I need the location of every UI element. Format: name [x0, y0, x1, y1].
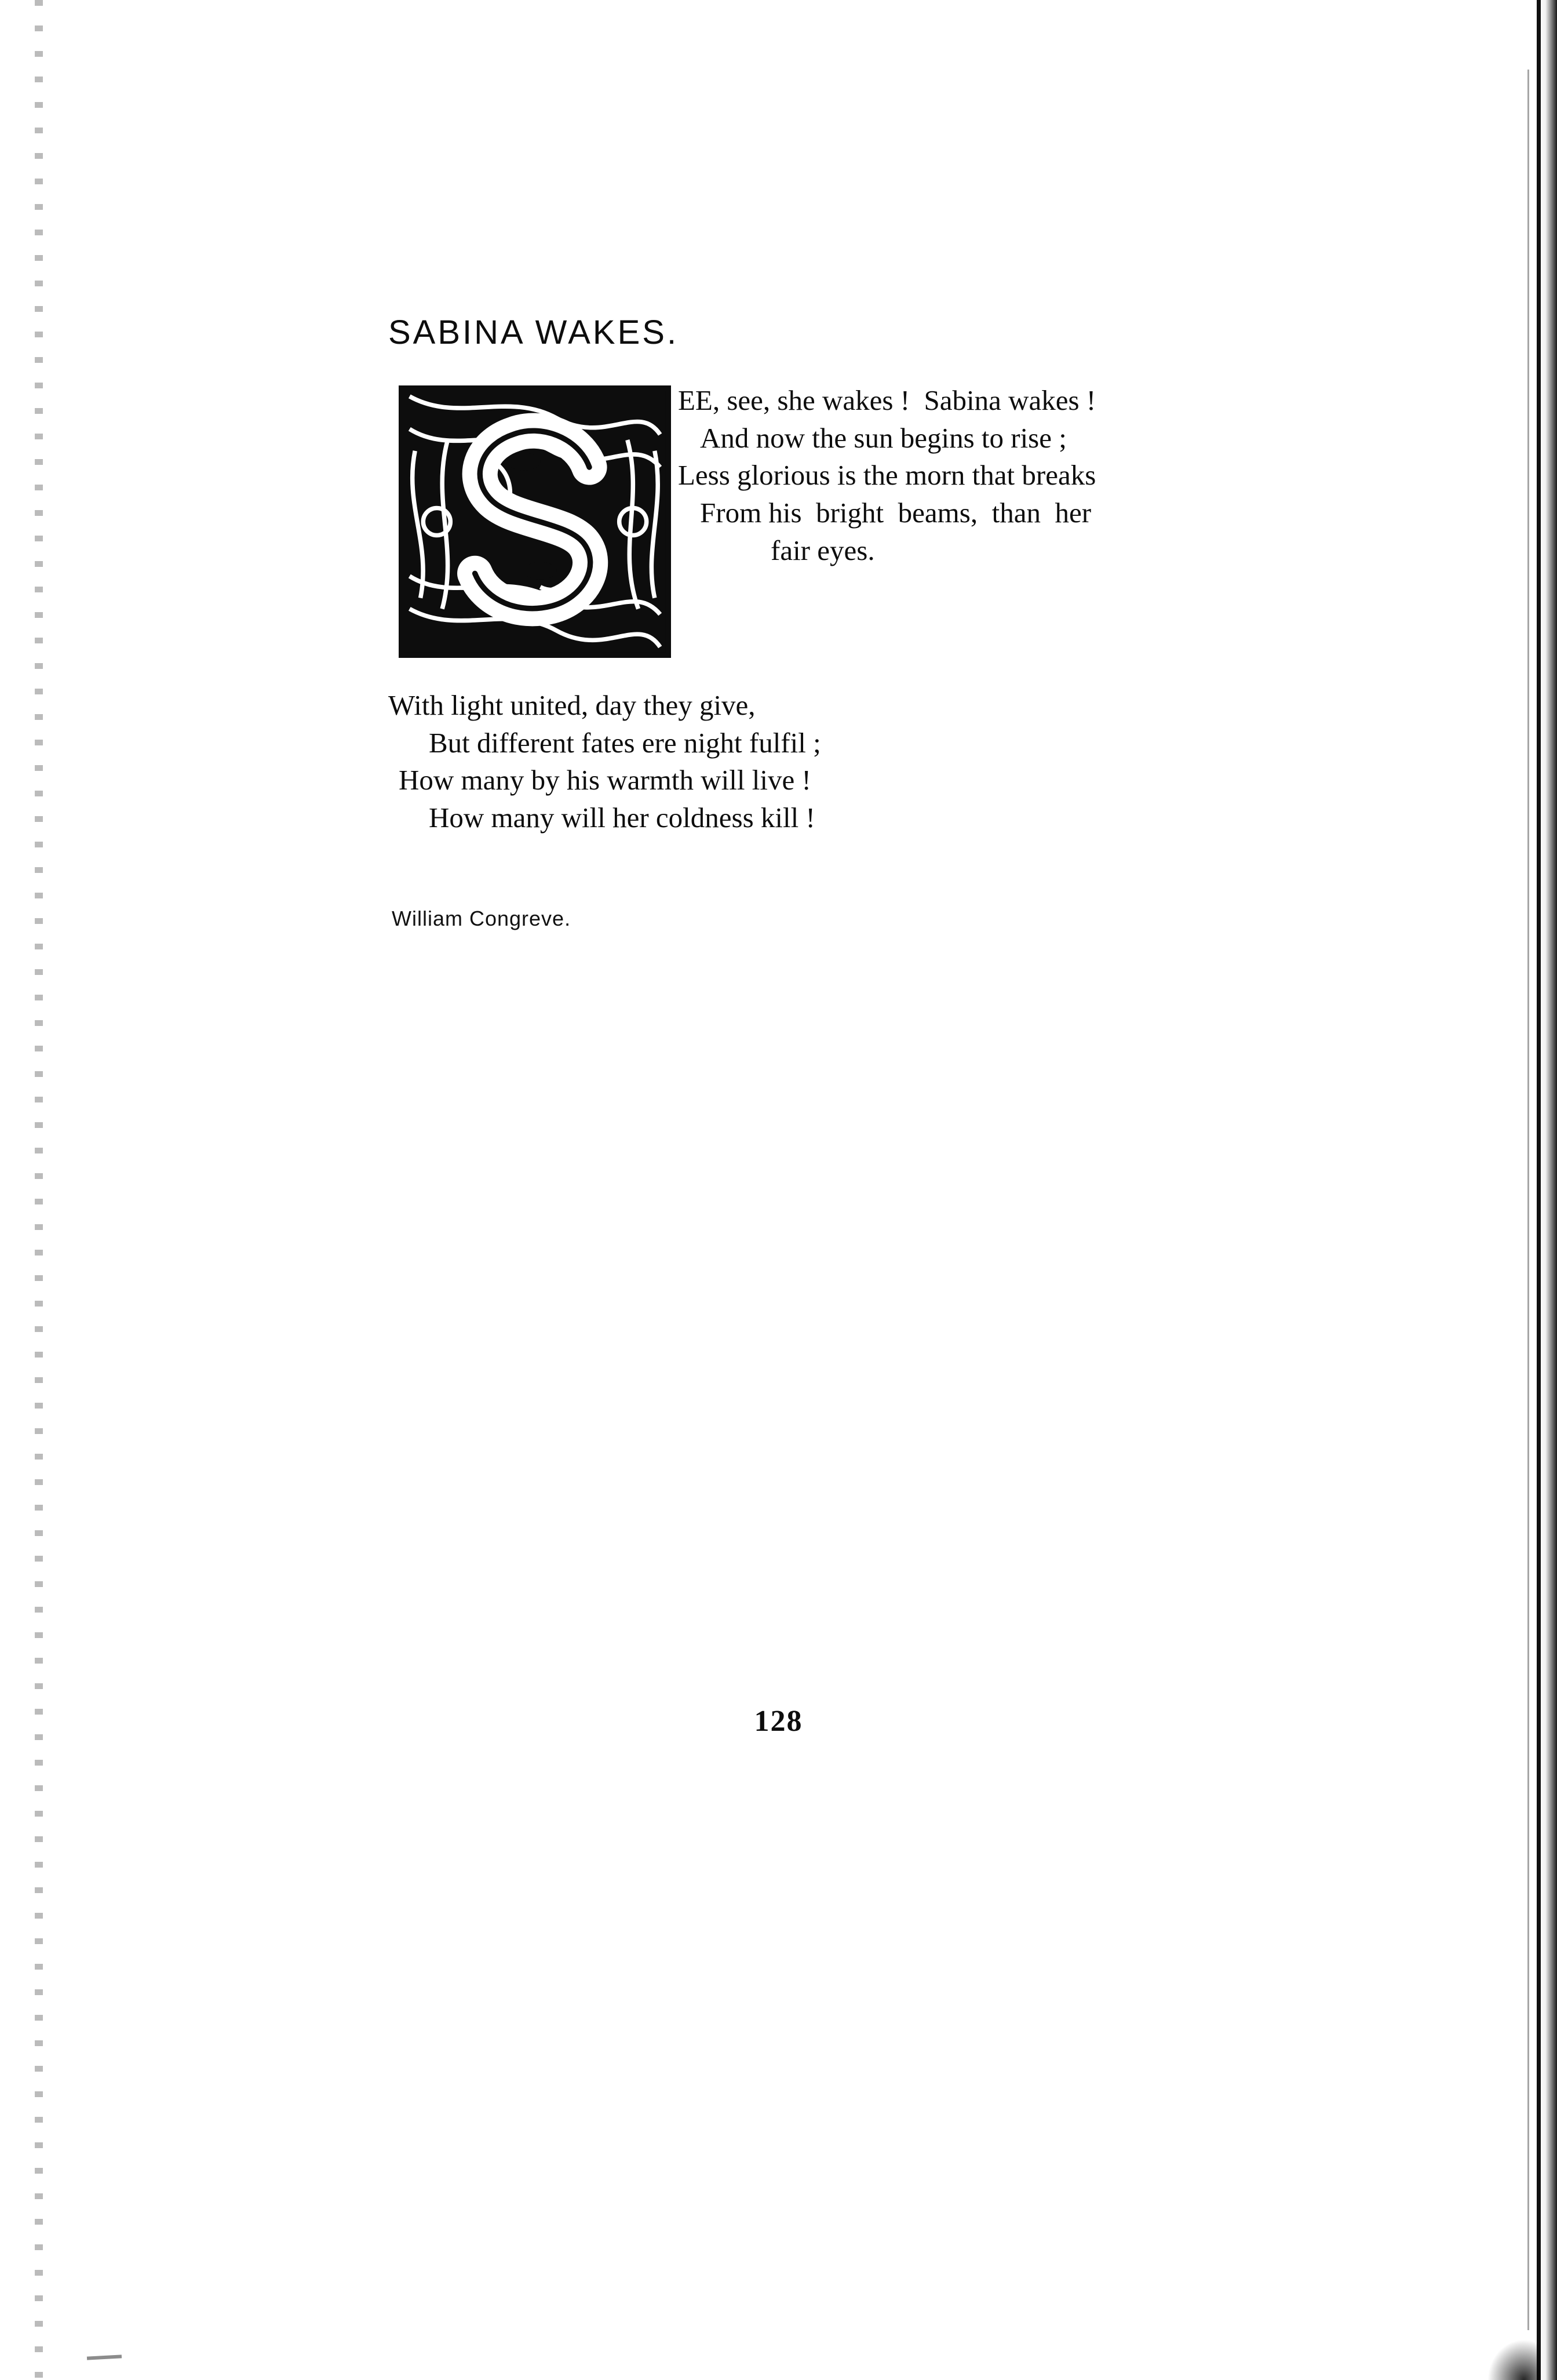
scan-artifact-bottom-smudge — [1487, 2339, 1540, 2380]
illuminated-initial-s-icon — [399, 385, 671, 658]
verse-line: And now the sun begins to rise ; — [700, 421, 1067, 454]
author-attribution: William Congreve. — [392, 906, 571, 930]
stanza-first-lines — [678, 382, 1396, 569]
stanza-second — [388, 687, 1396, 837]
stanza-first — [388, 382, 1396, 654]
page-content — [388, 313, 1396, 931]
page-number: 128 — [754, 1705, 803, 1738]
verse-line: Less glorious is the morn that breaks — [678, 459, 1096, 492]
scan-artifact-right-shadow — [1536, 0, 1557, 2380]
verse-line: How many will her coldness kill ! — [429, 802, 815, 834]
scan-artifact-right-line — [1527, 70, 1529, 2330]
verse-line: fair eyes. — [771, 534, 875, 566]
verse-line: From his bright beams, than her — [700, 497, 1092, 529]
verse-line: How many by his warmth will live ! — [399, 764, 811, 796]
scan-artifact-bottom-left-mark — [87, 2354, 122, 2360]
verse-line: But different fates ere night fulfil ; — [429, 726, 821, 759]
verse-line: With light united, day they give, — [388, 689, 756, 721]
verse-line: EE, see, she wakes ! Sabina wakes ! — [678, 384, 1096, 416]
page-title: SABINA WAKES. — [388, 314, 679, 351]
scan-artifact-left-margin — [35, 0, 43, 2380]
